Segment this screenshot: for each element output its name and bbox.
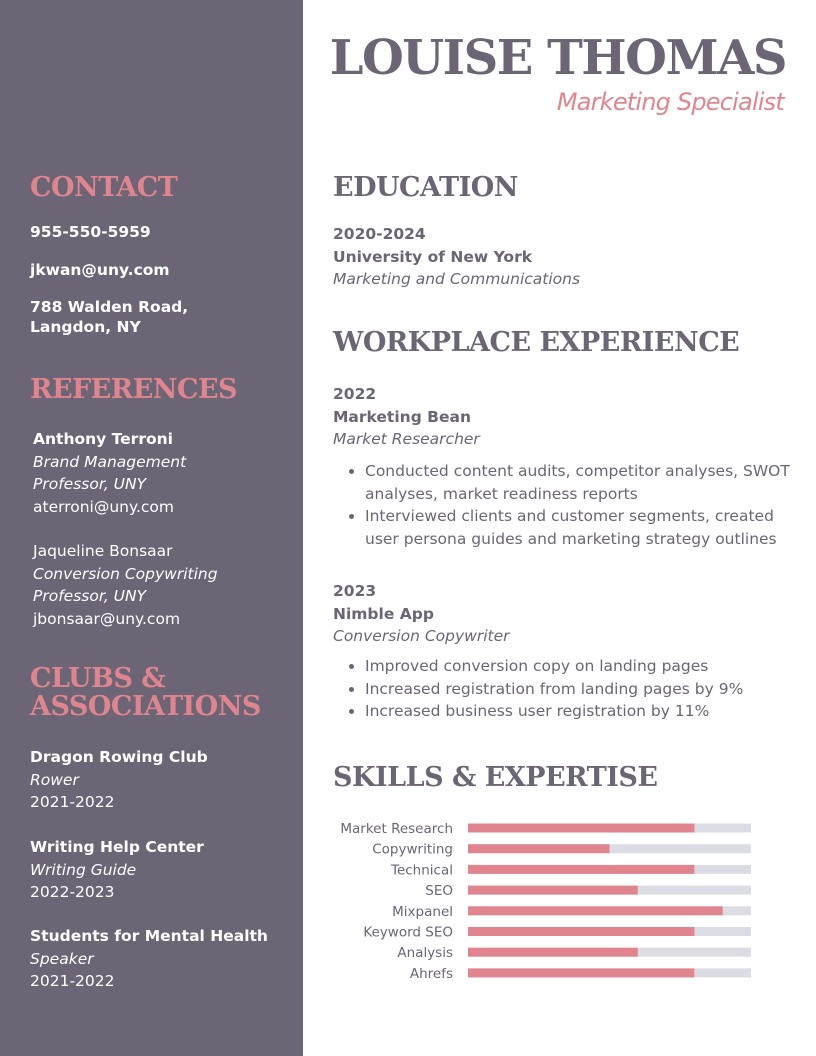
skill-bar-fill bbox=[468, 927, 694, 936]
club-name: Dragon Rowing Club bbox=[30, 748, 208, 766]
education-entry bbox=[333, 223, 580, 291]
candidate-title: Marketing Specialist bbox=[556, 88, 784, 116]
reference-email: aterroni@uny.com bbox=[33, 497, 174, 516]
job-bullets bbox=[343, 655, 805, 723]
job-bullet: • Increased registration from landing pages by 9% bbox=[365, 678, 805, 701]
club-years: 2022-2023 bbox=[30, 883, 115, 901]
job-position: Market Researcher bbox=[333, 430, 480, 448]
reference-name: Anthony Terroni bbox=[33, 430, 173, 448]
club-item bbox=[30, 836, 204, 904]
reference-role: Conversion Copywriting bbox=[33, 564, 218, 583]
skill-bar-fill bbox=[468, 906, 723, 915]
job-bullet: • Conducted content audits, competitor analyses, SWOT analyses, market readiness reports bbox=[365, 460, 805, 505]
club-item bbox=[30, 746, 208, 814]
reference-item bbox=[33, 540, 218, 630]
skill-bar-fill bbox=[468, 844, 610, 853]
reference-name: Jaqueline Bonsaar bbox=[33, 542, 173, 560]
candidate-name: LOUISE THOMAS bbox=[329, 30, 786, 86]
clubs-heading-line-1: CLUBS & bbox=[30, 663, 166, 694]
job-position: Conversion Copywriter bbox=[333, 627, 510, 645]
skill-bar-fill bbox=[468, 824, 694, 833]
club-name: Students for Mental Health bbox=[30, 927, 268, 945]
skill-label: Market Research bbox=[340, 821, 453, 837]
job-company: Nimble App bbox=[333, 604, 434, 623]
reference-role: Brand Management bbox=[33, 452, 187, 471]
education-program: Marketing and Communications bbox=[333, 270, 581, 288]
reference-role: Professor, UNY bbox=[33, 475, 147, 493]
clubs-heading bbox=[30, 665, 261, 721]
skill-bar-fill bbox=[468, 948, 638, 957]
reference-role: Professor, UNY bbox=[33, 587, 147, 605]
skills-heading: SKILLS & EXPERTISE bbox=[333, 762, 658, 793]
skill-bar-fill bbox=[468, 865, 694, 874]
job-year: 2023 bbox=[333, 582, 377, 600]
address-line-2: Langdon, NY bbox=[30, 318, 141, 336]
job-bullets bbox=[343, 460, 805, 550]
skill-bar-fill bbox=[468, 968, 694, 977]
skill-label: Mixpanel bbox=[392, 903, 453, 920]
skill-bar-fill bbox=[468, 886, 638, 895]
contact-address bbox=[30, 297, 188, 337]
education-heading: EDUCATION bbox=[333, 172, 518, 203]
clubs-heading-line-2: ASSOCIATIONS bbox=[30, 691, 261, 722]
experience-heading: WORKPLACE EXPERIENCE bbox=[333, 327, 740, 358]
job-entry bbox=[333, 580, 510, 648]
skill-label: Keyword SEO bbox=[363, 924, 453, 941]
club-role: Speaker bbox=[30, 949, 94, 968]
job-year: 2022 bbox=[333, 385, 377, 403]
skill-label: Ahrefs bbox=[409, 965, 453, 982]
club-role: Writing Guide bbox=[30, 860, 137, 879]
job-company: Marketing Bean bbox=[333, 407, 472, 426]
skill-label: Technical bbox=[391, 862, 453, 879]
club-role: Rower bbox=[30, 770, 79, 789]
references-heading: REFERENCES bbox=[30, 374, 238, 405]
club-name: Writing Help Center bbox=[30, 838, 204, 856]
contact-phone: 955-550-5959 bbox=[30, 223, 151, 241]
education-years: 2020-2024 bbox=[333, 225, 426, 243]
skills-chart bbox=[333, 820, 773, 995]
job-bullet: • Interviewed clients and customer segments, created user persona guides and marketing strategy outlines bbox=[365, 505, 805, 550]
skill-label: SEO bbox=[425, 883, 453, 900]
club-item bbox=[30, 925, 268, 993]
club-years: 2021-2022 bbox=[30, 972, 115, 990]
club-years: 2021-2022 bbox=[30, 793, 115, 811]
reference-item bbox=[33, 428, 186, 518]
job-entry bbox=[333, 383, 480, 451]
education-school: University of New York bbox=[333, 247, 533, 266]
contact-email: jkwan@uny.com bbox=[30, 261, 170, 279]
job-bullet: • Improved conversion copy on landing pages bbox=[365, 655, 805, 678]
skill-label: Copywriting bbox=[372, 841, 453, 858]
address-line-1: 788 Walden Road, bbox=[30, 298, 189, 316]
reference-email: jbonsaar@uny.com bbox=[33, 609, 181, 628]
job-bullet: • Increased business user registration by 11% bbox=[365, 700, 805, 723]
contact-heading: CONTACT bbox=[30, 172, 178, 203]
skill-label: Analysis bbox=[397, 945, 453, 962]
